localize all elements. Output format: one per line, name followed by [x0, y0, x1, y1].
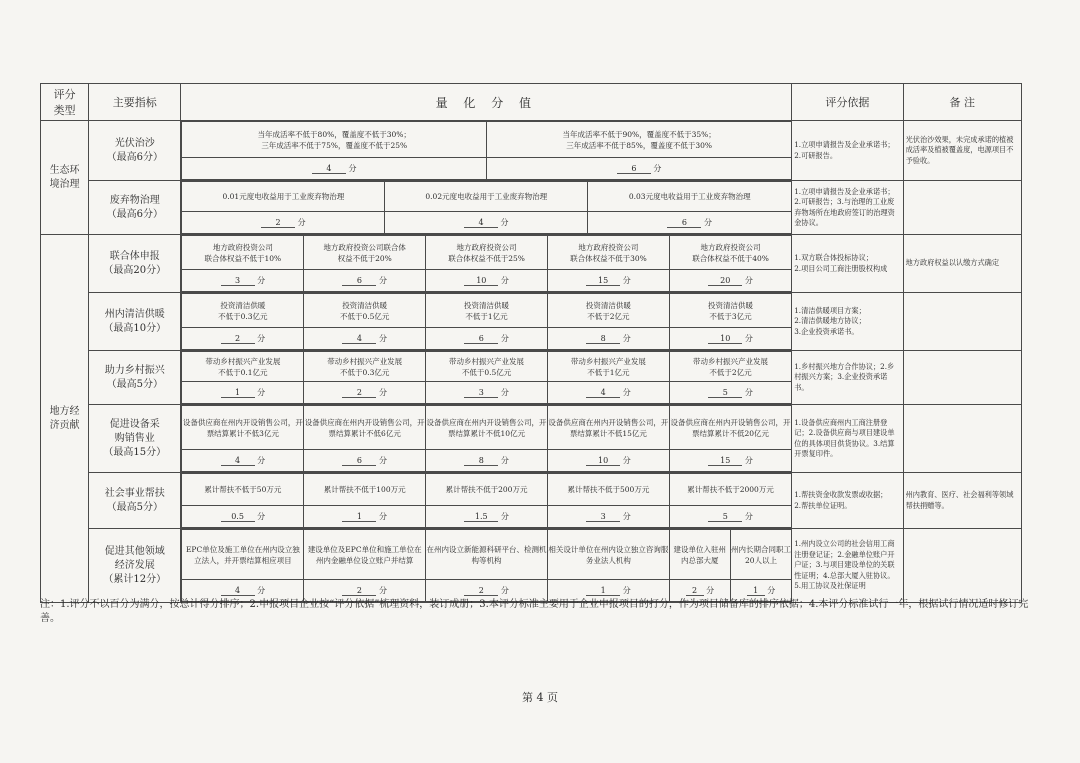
option-score: 20 分 [669, 270, 791, 292]
option-score: 1 分 [304, 506, 426, 528]
option-text: 建设单位入驻州内总部大厦 [669, 530, 730, 580]
option-score: 10 分 [426, 270, 548, 292]
option-text: 建设单位及EPC单位和施工单位在州内金融单位设立账户并结算 [304, 530, 426, 580]
header-indicator: 主要指标 [89, 84, 181, 121]
option-score: 4 分 [182, 450, 304, 472]
option-text: 当年成活率不低于90%，覆盖度不低于35%； 三年成活率不低于85%，覆盖度不低于30% [487, 122, 792, 158]
option-score: 1 分 [547, 580, 669, 602]
remark-other [903, 529, 1021, 603]
option-score: 2 分 [182, 328, 304, 350]
row-other [41, 529, 1022, 603]
basis-charity: 1.帮扶资金收款发票或收据； 2.帮扶单位证明。 [792, 473, 903, 529]
basis-consortium: 1.双方联合体投标协议； 2.项目公司工商注册股权构成 [792, 235, 903, 293]
option-text: 带动乡村振兴产业发展 不低于1亿元 [547, 352, 669, 382]
option-text: 州内长期合同职工20人以上 [730, 530, 791, 580]
options-rural [181, 351, 792, 405]
remark-consortium: 地方政府权益以认缴方式确定 [903, 235, 1021, 293]
options-heating [181, 293, 792, 351]
option-text: 累计帮扶不低于500万元 [547, 474, 669, 506]
option-score: 4 分 [182, 158, 487, 180]
basis-rural: 1.乡村振兴地方合作协议；2.乡村振兴方案；3.企业投资承诺书。 [792, 351, 903, 405]
option-text: 投资清洁供暖 不低于0.3亿元 [182, 294, 304, 328]
header-type: 评分 类型 [41, 84, 89, 121]
option-text: 0.02元度电收益用于工业废弃物治理 [385, 182, 588, 212]
option-score: 8 分 [547, 328, 669, 350]
option-text: 地方政府投资公司 联合体权益不低于30% [547, 236, 669, 270]
option-score: 5 分 [669, 506, 791, 528]
option-text: 累计帮扶不低于50万元 [182, 474, 304, 506]
option-text: 相关设计单位在州内设立独立咨询服务业法人机构 [547, 530, 669, 580]
option-text: 设备供应商在州内开设销售公司，开票结算累计不低20亿元 [669, 406, 791, 450]
option-score: 2 分 [426, 580, 548, 602]
option-text: 设备供应商在州内开设销售公司，开票结算累计不低15亿元 [547, 406, 669, 450]
option-text: 投资清洁供暖 不低于1亿元 [426, 294, 548, 328]
option-score: 6 分 [588, 212, 792, 234]
option-score: 1.5 分 [426, 506, 548, 528]
option-text: 地方政府投资公司 联合体权益不低于10% [182, 236, 304, 270]
option-text: 累计帮扶不低于2000万元 [669, 474, 791, 506]
category-local: 地方经 济贡献 [41, 235, 89, 603]
remark-waste [903, 181, 1021, 235]
option-score: 1 分 [730, 580, 791, 602]
indicator-waste: 废弃物治理 （最高6分） [89, 181, 181, 235]
option-score: 2 分 [669, 580, 730, 602]
option-score: 2 分 [304, 580, 426, 602]
options-equipment [181, 405, 792, 473]
option-text: 在州内设立新能源科研平台、检测机构等机构 [426, 530, 548, 580]
option-score: 6 分 [487, 158, 792, 180]
option-text: 投资清洁供暖 不低于3亿元 [669, 294, 791, 328]
remark-charity: 州内教育、医疗、社会福利等领域帮扶捐赠等。 [903, 473, 1021, 529]
header-scores: 量 化 分 值 [181, 84, 792, 121]
option-text: 地方政府投资公司联合体 权益不低于20% [304, 236, 426, 270]
option-text: EPC单位及施工单位在州内设立独立法人，并开票结算相应项目 [182, 530, 304, 580]
option-score: 5 分 [669, 382, 791, 404]
option-text: 累计帮扶不低于100万元 [304, 474, 426, 506]
option-text: 0.01元度电收益用于工业废弃物治理 [182, 182, 385, 212]
option-score: 10 分 [669, 328, 791, 350]
indicator-solar: 光伏治沙 （最高6分） [89, 121, 181, 181]
option-score: 15 分 [547, 270, 669, 292]
indicator-equipment: 促进设备采 购销售业 （最高15分） [89, 405, 181, 473]
option-score: 6 分 [304, 450, 426, 472]
remark-solar: 光伏治沙效果，未完成承诺的植被成活率及植被覆盖度，电源项目不予验收。 [903, 121, 1021, 181]
options-charity [181, 473, 792, 529]
option-text: 带动乡村振兴产业发展 不低于0.5亿元 [426, 352, 548, 382]
option-text: 地方政府投资公司 联合体权益不低于40% [669, 236, 791, 270]
header-basis: 评分依据 [792, 84, 903, 121]
option-text: 带动乡村振兴产业发展 不低于2亿元 [669, 352, 791, 382]
option-score: 2 分 [304, 382, 426, 404]
option-score: 4 分 [182, 580, 304, 602]
option-text: 设备供应商在州内开设销售公司，开票结算累计不低10亿元 [426, 406, 548, 450]
option-score: 15 分 [669, 450, 791, 472]
option-score: 8 分 [426, 450, 548, 472]
indicator-consortium: 联合体申报 （最高20分） [89, 235, 181, 293]
row-solar [41, 121, 1022, 181]
row-consortium [41, 235, 1022, 293]
option-text: 投资清洁供暖 不低于0.5亿元 [304, 294, 426, 328]
basis-equipment: 1.设备供应商州内工商注册登记；2.设备供应商与项目建设单位的具体项目供货协议。3.结算开票复印件。 [792, 405, 903, 473]
option-text: 带动乡村振兴产业发展 不低于0.3亿元 [304, 352, 426, 382]
options-other [181, 529, 792, 603]
basis-solar: 1.立项申请报告及企业承诺书； 2.可研报告。 [792, 121, 903, 181]
options-solar [181, 121, 792, 181]
remark-heating [903, 293, 1021, 351]
option-score: 4 分 [304, 328, 426, 350]
option-text: 地方政府投资公司 联合体权益不低于25% [426, 236, 548, 270]
option-score: 10 分 [547, 450, 669, 472]
row-waste [41, 181, 1022, 235]
option-text: 累计帮扶不低于200万元 [426, 474, 548, 506]
option-score: 1 分 [182, 382, 304, 404]
option-text: 当年成活率不低于80%，覆盖度不低于30%； 三年成活率不低于75%，覆盖度不低于25% [182, 122, 487, 158]
basis-heating: 1.清洁供暖项目方案； 2.清洁供暖地方协议； 3.企业投资承诺书。 [792, 293, 903, 351]
option-score: 3 分 [547, 506, 669, 528]
option-score: 3 分 [182, 270, 304, 292]
remark-rural [903, 351, 1021, 405]
option-score: 6 分 [304, 270, 426, 292]
option-score: 3 分 [426, 382, 548, 404]
remark-equipment [903, 405, 1021, 473]
page-number: 第 4 页 [522, 691, 558, 704]
basis-other: 1.州内设立公司的社会信用工商注册登记证；2.金融单位账户开户证；3.与项目建设单位的关联性证明；4.总部大厦入驻协议。5.用工协议及社保证明 [792, 529, 903, 603]
option-text: 投资清洁供暖 不低于2亿元 [547, 294, 669, 328]
indicator-other: 促进其他领域 经济发展 （累计12分） [89, 529, 181, 603]
option-score: 2 分 [182, 212, 385, 234]
basis-waste: 1.立项申请报告及企业承诺书；2.可研报告；3.与治理的工业废弃物场所在地政府签订的治理资金协议。 [792, 181, 903, 235]
footnote: 注：1.评分不以百分为满分，按总计得分排序；2.申报项目企业按“评分依据”梳理资料，装订成册；3.本评分标准主要用于企业申报项目的打分，作为项目储备库的排序依据；4.本评分标准试行一年，根据试行情况适时修订完善。 [40, 599, 1029, 624]
option-text: 设备供应商在州内开设销售公司，开票结算累计不低6亿元 [304, 406, 426, 450]
row-rural [41, 351, 1022, 405]
option-text: 设备供应商在州内开设销售公司，开票结算累计不低3亿元 [182, 406, 304, 450]
header-remark: 备 注 [903, 84, 1021, 121]
category-eco: 生态环 境治理 [41, 121, 89, 235]
option-score: 0.5 分 [182, 506, 304, 528]
indicator-heating: 州内清洁供暖 （最高10分） [89, 293, 181, 351]
row-heating [41, 293, 1022, 351]
indicator-charity: 社会事业帮扶 （最高5分） [89, 473, 181, 529]
option-text: 带动乡村振兴产业发展 不低于0.1亿元 [182, 352, 304, 382]
row-charity [41, 473, 1022, 529]
options-waste [181, 181, 792, 235]
scoring-table [40, 83, 1022, 603]
header-row [41, 84, 1022, 121]
row-equipment [41, 405, 1022, 473]
option-score: 6 分 [426, 328, 548, 350]
options-consortium [181, 235, 792, 293]
option-score: 4 分 [547, 382, 669, 404]
option-score: 4 分 [385, 212, 588, 234]
option-text: 0.03元度电收益用于工业废弃物治理 [588, 182, 792, 212]
indicator-rural: 助力乡村振兴 （最高5分） [89, 351, 181, 405]
